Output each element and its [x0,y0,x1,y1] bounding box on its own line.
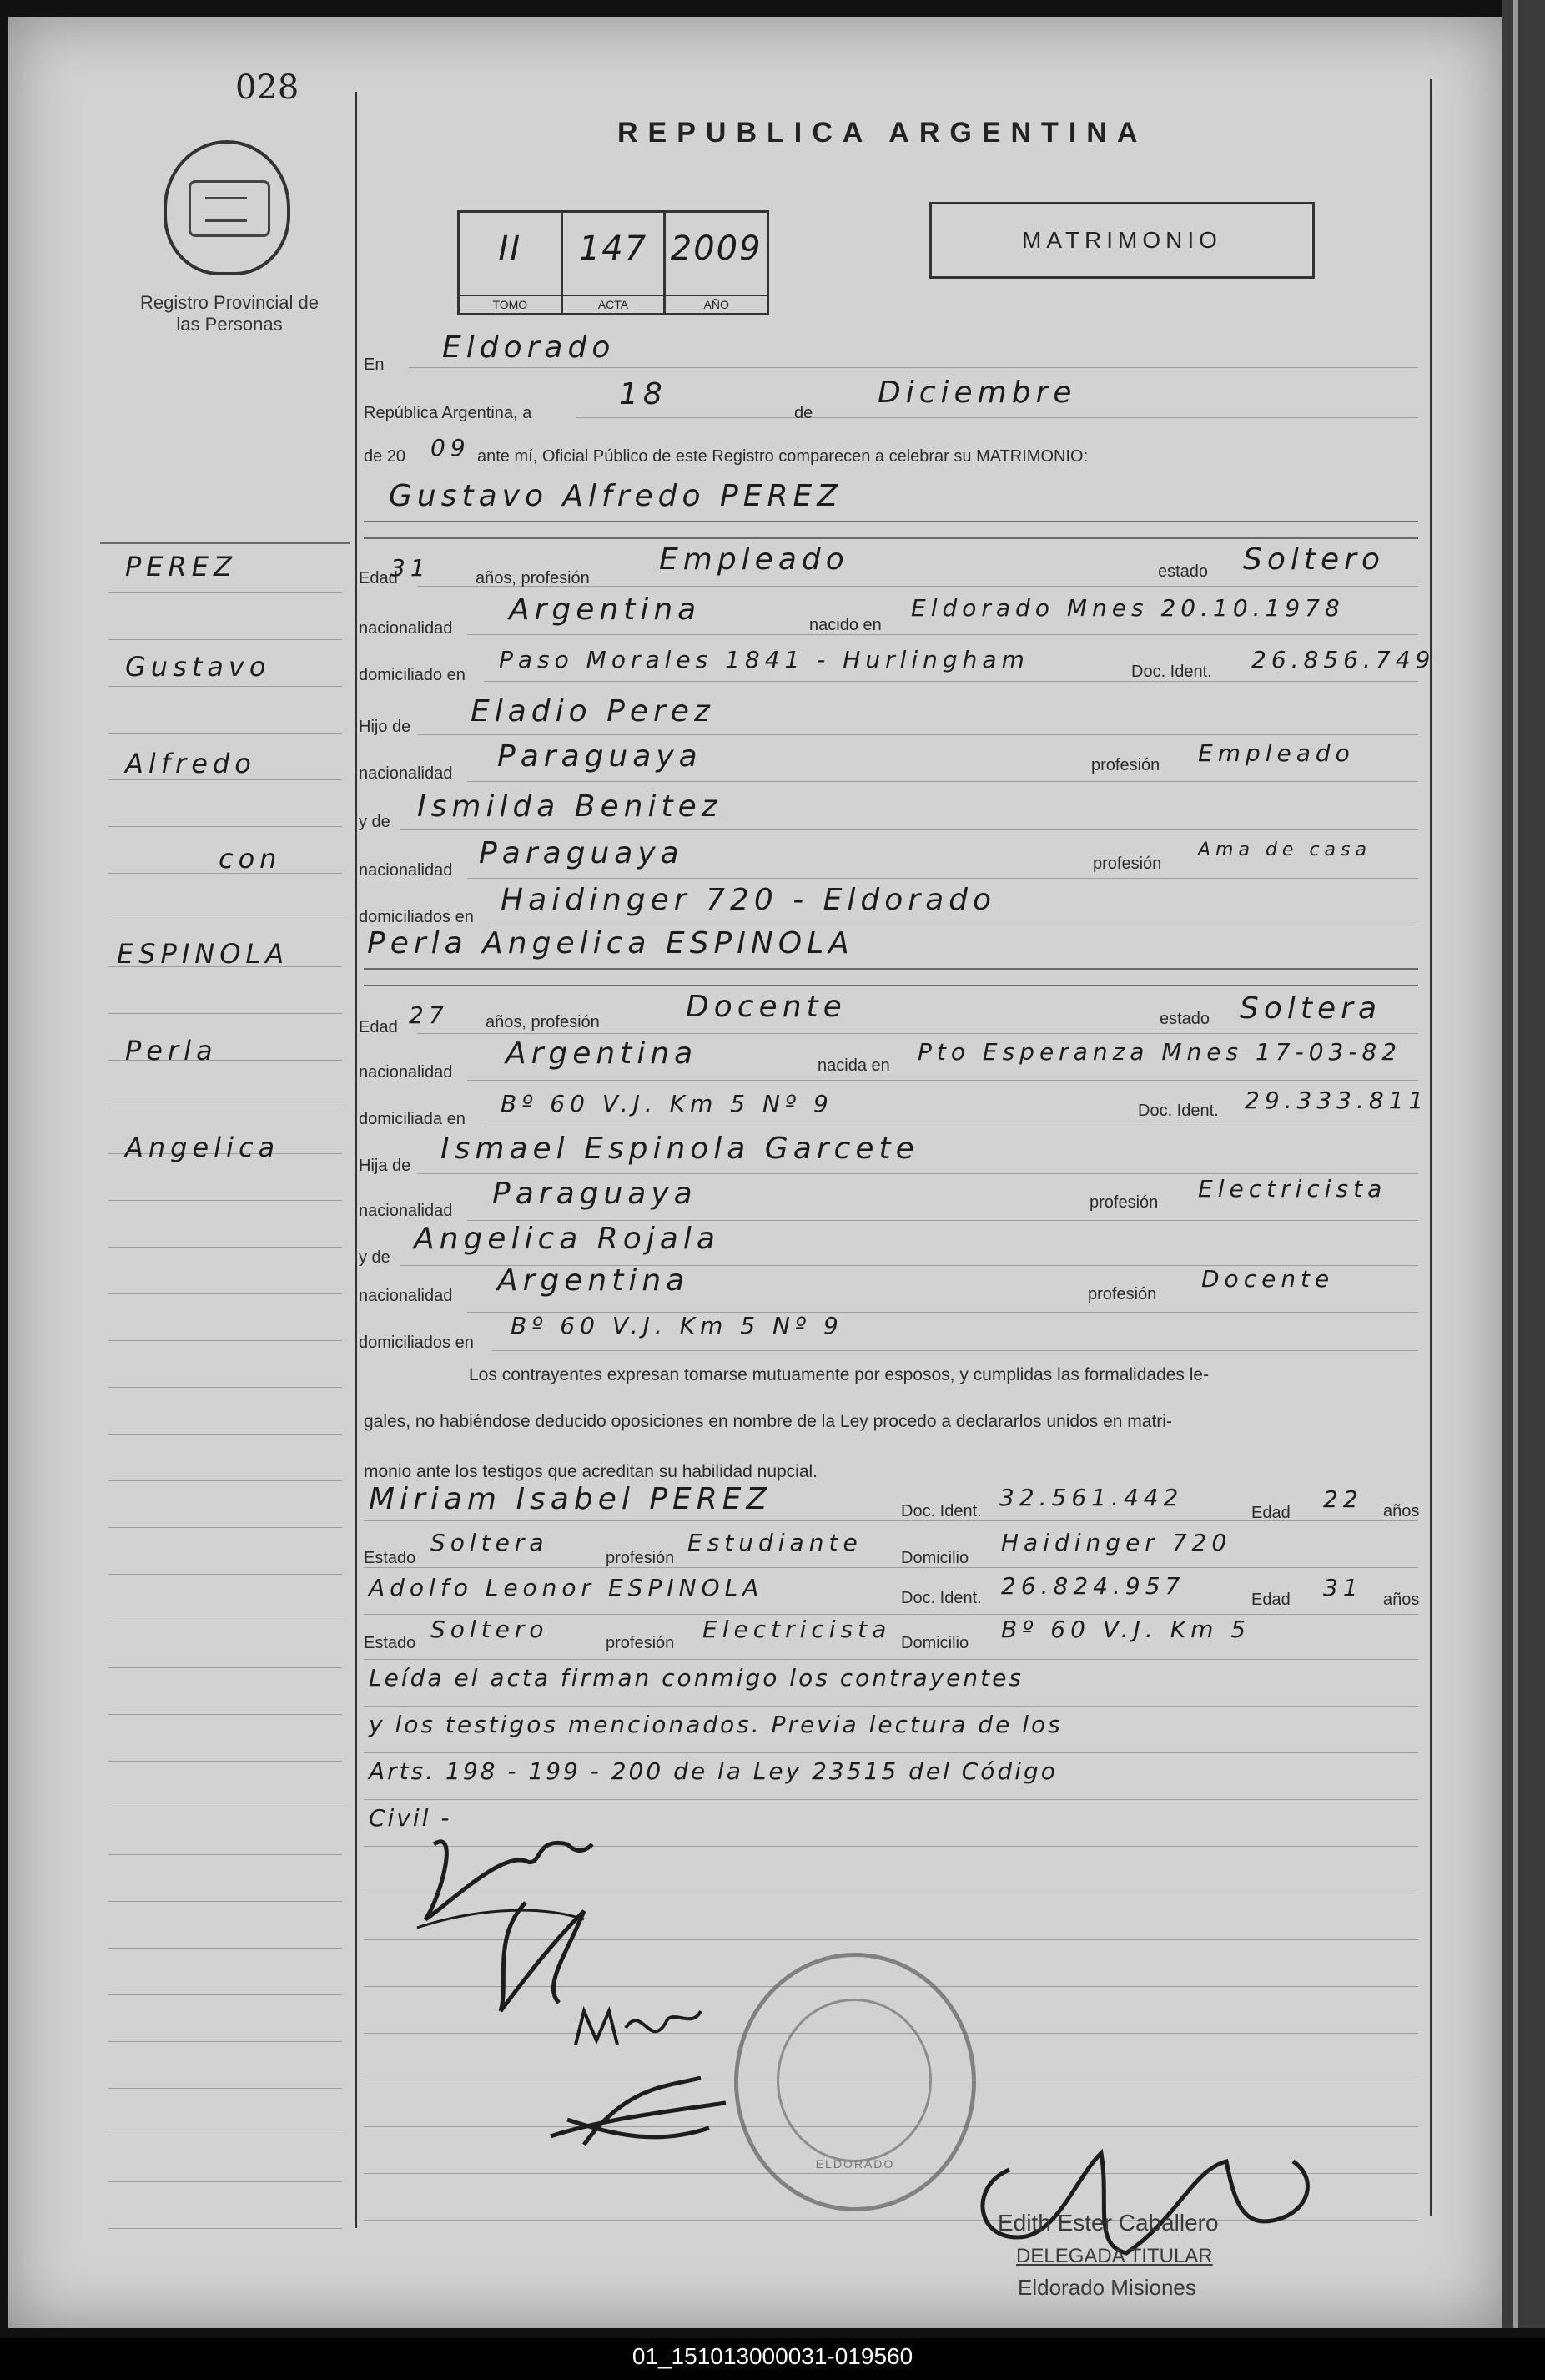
bride-estado: Soltera [1240,991,1382,1026]
ruled-line [108,639,342,640]
bride-mother-nat: Argentina [497,1263,690,1298]
witness-1-name: Miriam Isabel PEREZ [369,1482,772,1516]
witness-2-doc-label: Doc. Ident. [901,1589,982,1607]
groom-estado-label: estado [1158,562,1209,581]
margin-note-3: Alfredo [125,748,256,779]
bride-father-label: Hija de [359,1157,411,1175]
bride-address: Bº 60 V.J. Km 5 Nº 9 [501,1090,833,1117]
ruled-line [108,2041,342,2042]
official-name: Edith Ester Caballero [998,2210,1219,2236]
ruled-line [108,1293,342,1294]
margin-note-1: PEREZ [125,551,237,582]
witness-2-profession: Electricista [702,1616,892,1643]
groom-mother: Ismilda Benitez [417,789,722,824]
book-binding [1502,0,1545,2328]
agency-name: Registro Provincial de las Personas [140,292,319,335]
margin-note-7: Angelica [125,1132,280,1163]
ruled-line [108,1387,342,1388]
groom-father-prof: Empleado [1198,739,1355,767]
record-type-box: MATRIMONIO [929,202,1315,279]
tomo-value: II [498,229,522,268]
official-stamp [734,1953,976,2211]
signature-witness-1 [567,1994,709,2061]
groom-father: Eladio Perez [471,694,715,729]
bride-mother: Angelica Rojala [414,1222,720,1256]
ruled-line [108,1200,342,1201]
ruled-line [108,1480,342,1481]
ruled-line [108,2088,342,2089]
bride-age: 27 [409,1001,449,1029]
stamp-inner-ring [777,1999,932,2162]
groom-father-label: Hijo de [359,718,411,736]
ruled-line [108,1013,342,1014]
bride-father-prof-label: profesión [1090,1193,1159,1212]
margin-note-5: ESPINOLA [117,938,289,970]
groom-age: 31 [390,554,430,582]
ceremony-month: Diciembre [878,376,1077,410]
ruled-line [108,1527,342,1528]
witness-1-estado: Soltera [430,1529,549,1556]
bride-mother-label: y de [359,1248,390,1267]
acta-value: 147 [578,229,648,268]
ruled-line [108,1901,342,1902]
ruled-line [108,2181,342,2182]
anio-value: 2009 [670,229,762,268]
margin-note-4: con [219,843,282,875]
ceremony-day: 18 [619,377,667,411]
groom-anios-label: años, profesión [476,569,590,587]
witness-2-prof-label: profesión [606,1634,675,1652]
signature-witness-2 [534,2070,734,2161]
ruled-line [108,1761,342,1762]
right-rule [1430,79,1432,2216]
anio-cell [666,213,767,313]
bride-dom-label: domiciliada en [359,1110,466,1128]
groom-name: Gustavo Alfredo PEREZ [389,479,843,513]
witness-2-edad-label: Edad [1251,1591,1291,1609]
bride-nacida-label: nacida en [818,1056,890,1075]
witness-2-dom-label: Domicilio [901,1634,969,1652]
ruled-line [108,1434,342,1435]
tomo-label: TOMO [460,295,561,313]
witness-2-age: 31 [1323,1574,1363,1601]
provincial-seal-icon [164,140,290,275]
year-suffix: 09 [430,434,471,461]
witness-1-edad-label: Edad [1251,1504,1291,1522]
groom-mother-label: y de [359,813,390,831]
ruled-line [108,1854,342,1855]
witness-1-dom-label: Domicilio [901,1549,969,1567]
bride-mother-nat-label: nacionalidad [359,1287,453,1305]
closing-note-1: Leída el acta firman conmigo los contrayentes [369,1664,1024,1692]
groom-mother-prof: Ama de casa [1198,840,1371,860]
acta-cell [563,213,667,313]
margin-rule [355,92,357,2228]
witness-2-anios-label: años [1383,1591,1420,1609]
stamp-text: ELDORADO [815,2157,895,2171]
witness-2-name: Adolfo Leonor ESPINOLA [369,1574,764,1601]
ruled-line [108,733,342,734]
signature-official [959,2136,1326,2262]
groom-mother-nat-label: nacionalidad [359,861,453,880]
groom-father-nat-label: nacionalidad [359,764,453,783]
official-office: Eldorado Misiones [1018,2275,1196,2300]
bride-father-nat-label: nacionalidad [359,1202,453,1220]
witness-1-anios-label: años [1383,1502,1420,1520]
bride-estado-label: estado [1160,1010,1210,1028]
witness-2-address: Bº 60 V.J. Km 5 [1001,1616,1251,1643]
ruled-line [108,592,342,593]
ceremony-intro: ante mí, Oficial Público de este Registro comparecen a celebrar su MATRIMONIO: [477,447,1089,466]
year-prefix: de 20 [364,447,406,466]
witness-1-doc: 32.561.442 [999,1484,1184,1511]
witness-2-doc: 26.824.957 [1001,1572,1185,1600]
bride-edad-label: Edad [359,1018,398,1036]
groom-dom-label: domiciliado en [359,666,466,684]
ruled-line [108,1994,342,1995]
ruled-line [108,1948,342,1949]
ruled-line [108,1247,342,1248]
groom-profession: Empleado [659,542,849,577]
declaration-line-3: monio ante los testigos que acreditan su habilidad nupcial. [364,1462,818,1481]
anio-label: AÑO [666,295,767,313]
declaration-line-1: Los contrayentes expresan tomarse mutuamente por esposos, y cumplidas las formalidades le- [469,1365,1210,1384]
groom-doc: 26.856.749 [1251,646,1436,673]
register-sheet [8,17,1502,2328]
groom-nat-label: nacionalidad [359,619,453,638]
image-id: 01_151013000031-019560 [632,2343,913,2369]
witness-1-estado-label: Estado [364,1549,416,1567]
folio-number: 028 [235,68,299,107]
groom-parents-addr-label: domiciliados en [359,908,474,926]
witness-1-address: Haidinger 720 [1001,1529,1232,1556]
acta-label: ACTA [563,295,664,313]
witness-2-estado: Soltero [430,1616,549,1643]
ruled-line [108,779,342,780]
bride-mother-prof-label: profesión [1088,1285,1157,1303]
bride-profession: Docente [686,990,847,1024]
witness-1-age: 22 [1323,1485,1363,1513]
witness-1-doc-label: Doc. Ident. [901,1502,982,1520]
tomo-cell [460,213,563,313]
groom-birthplace: Eldorado Mnes 20.10.1978 [911,594,1345,622]
margin-top-rule [100,542,350,544]
groom-edad-label: Edad [359,569,398,587]
ruled-line [108,686,342,687]
groom-nacido-label: nacido en [809,616,882,634]
bride-birthplace: Pto Esperanza Mnes 17-03-82 [918,1038,1402,1066]
bride-nationality: Argentina [506,1036,698,1071]
margin-note-6: Perla [125,1035,218,1066]
bride-nat-label: nacionalidad [359,1063,453,1082]
witness-1-prof-label: profesión [606,1549,675,1567]
republica-label: República Argentina, a [364,404,532,422]
declaration-line-2: gales, no habiéndose deducido oposiciones en nombre de la Ley procedo a declararlos unidos en matri- [364,1412,1172,1431]
official-title: DELEGADA TITULAR [1016,2245,1213,2267]
en-label: En [364,355,385,374]
bride-doc-label: Doc. Ident. [1138,1102,1219,1120]
bride-parents-addr: Bº 60 V.J. Km 5 Nº 9 [511,1312,843,1339]
bride-parents-addr-label: domiciliados en [359,1334,474,1352]
ruled-line [108,826,342,827]
bride-anios-label: años, profesión [486,1013,600,1031]
groom-estado: Soltero [1243,542,1385,577]
bride-father-prof: Electricista [1198,1175,1387,1203]
margin-note-2: Gustavo [125,651,271,683]
bride-father-nat: Paraguaya [492,1177,697,1211]
groom-mother-prof-label: profesión [1093,855,1162,873]
ruled-line [108,1574,342,1575]
ceremony-place: Eldorado [442,330,616,365]
groom-doc-label: Doc. Ident. [1131,663,1212,681]
bride-doc: 29.333.811 [1245,1087,1429,1114]
closing-note-3: Arts. 198 - 199 - 200 de la Ley 23515 del Código [369,1757,1058,1785]
country-title: REPUBLICA ARGENTINA [617,117,1148,149]
bride-father: Ismael Espinola Garcete [440,1132,919,1166]
registry-box [457,210,769,315]
groom-address: Paso Morales 1841 - Hurlingham [499,646,1029,673]
bride-name: Perla Angelica ESPINOLA [367,926,854,961]
closing-note-4: Civil - [369,1804,452,1832]
groom-father-nat: Paraguaya [497,739,702,774]
ruled-line [108,1714,342,1715]
closing-note-2: y los testigos mencionados. Previa lectura de los [369,1711,1063,1738]
groom-parents-addr: Haidinger 720 - Eldorado [501,883,996,917]
groom-nationality: Argentina [509,592,702,627]
ruled-line [108,1667,342,1668]
groom-father-prof-label: profesión [1091,756,1160,774]
ruled-line [108,2228,342,2229]
de-label: de [794,404,813,422]
ruled-line [108,1340,342,1341]
witness-1-profession: Estudiante [687,1529,863,1556]
witness-2-estado-label: Estado [364,1634,416,1652]
groom-mother-nat: Paraguaya [479,836,684,870]
bride-mother-prof: Docente [1201,1265,1335,1293]
